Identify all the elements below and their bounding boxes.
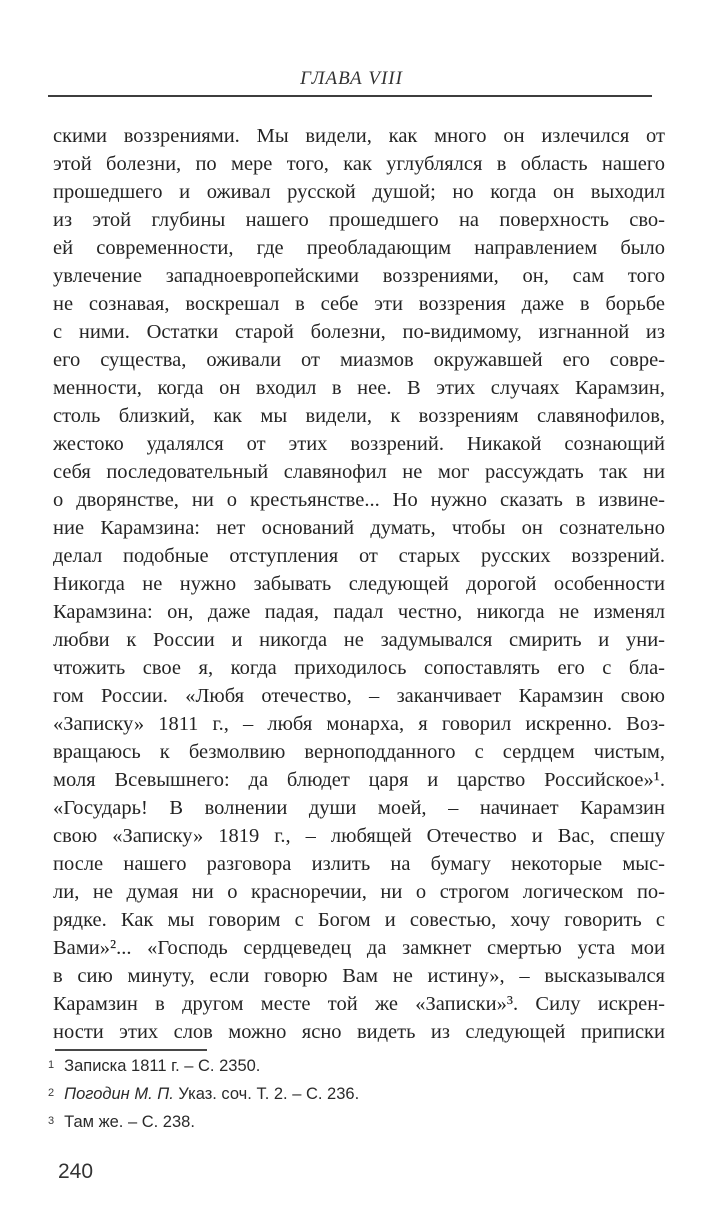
- text-line: Никогда не нужно забывать следующей дорогой особенности: [53, 573, 665, 595]
- text-line: любви к России и никогда не задумывался смирить и уни-: [53, 629, 665, 651]
- text-line: столь близкий, как мы видели, к воззрениям славянофилов,: [53, 405, 665, 427]
- text-line: Карамзин в другом месте той же «Записки»³. Силу искрен-: [53, 993, 665, 1015]
- text-line: в сию минуту, если говорю Вам не истину», – высказывался: [53, 965, 665, 987]
- footnote-marker: 3: [48, 1115, 55, 1127]
- text-line: ли, не думая ни о красноречии, ни о строгом логическом по-: [53, 881, 665, 903]
- footnotes: [48, 1057, 648, 1141]
- text-line: «Государь! В волнении души моей, – начинает Карамзин: [53, 797, 665, 819]
- footnote: [48, 1113, 648, 1132]
- text-line: Вами»²... «Господь сердцеведец да замкнет смертью уста мои: [53, 937, 665, 959]
- text-line: делал подобные отступления от старых русских воззрений.: [53, 545, 665, 567]
- text-line: о дворянстве, ни о крестьянстве... Но нужно сказать в извине-: [53, 489, 665, 511]
- footnote-author: Погодин М. П.: [64, 1085, 179, 1103]
- footnote-marker: 2: [48, 1087, 55, 1099]
- text-line: рядке. Как мы говорим с Богом и совестью, хочу говорить с: [53, 909, 665, 931]
- footnote-divider: [55, 1049, 207, 1051]
- text-line: после нашего разговора излить на бумагу некоторые мыс-: [53, 853, 665, 875]
- text-line: с ними. Остатки старой болезни, по-видимому, изгнанной из: [53, 321, 665, 343]
- text-line: скими воззрениями. Мы видели, как много он излечился от: [53, 125, 665, 147]
- page-number: 240: [58, 1160, 94, 1183]
- text-line: жестоко удалялся от этих воззрений. Никакой сознающий: [53, 433, 665, 455]
- text-line: не сознавая, воскрешал в себе эти воззрения даже в борьбе: [53, 293, 665, 315]
- text-line: вращаюсь к безмолвию верноподданного с сердцем чистым,: [53, 741, 665, 763]
- header-rule-divider: [48, 95, 652, 97]
- footnote: [48, 1057, 648, 1076]
- text-line: ей современности, где преобладающим направлением было: [53, 237, 665, 259]
- text-line: из этой глубины нашего прошедшего на поверхность сво-: [53, 209, 665, 231]
- footnote-text: Указ. соч. Т. 2. – С. 236.: [178, 1085, 360, 1103]
- text-line: ности этих слов можно ясно видеть из следующей приписки: [53, 1021, 665, 1043]
- footnote-text: Там же. – С. 238.: [64, 1113, 195, 1131]
- body-text: [53, 122, 665, 1046]
- text-line: увлечение западноевропейскими воззрениями, он, сам того: [53, 265, 665, 287]
- footnote-marker: 1: [48, 1059, 55, 1071]
- text-line: менности, когда он входил в нее. В этих случаях Карамзин,: [53, 377, 665, 399]
- text-line: «Записку» 1811 г., – любя монарха, я говорил искренно. Воз-: [53, 713, 665, 735]
- text-line: прошедшего и оживал русской душой; но когда он выходил: [53, 181, 665, 203]
- footnote: [48, 1085, 648, 1104]
- text-line: чтожить свое я, когда приходилось сопоставлять его с бла-: [53, 657, 665, 679]
- chapter-running-head: ГЛАВА VIII: [300, 68, 403, 89]
- text-line: ние Карамзина: нет оснований думать, чтобы он сознательно: [53, 517, 665, 539]
- text-line: себя последовательный славянофил не мог рассуждать так ни: [53, 461, 665, 483]
- text-line: свою «Записку» 1819 г., – любящей Отечество и Вас, спешу: [53, 825, 665, 847]
- text-line: моля Всевышнего: да блюдет царя и царство Российское»¹.: [53, 769, 665, 791]
- text-line: его существа, оживали от миазмов окружавшей его совре-: [53, 349, 665, 371]
- text-line: гом России. «Любя отечество, – заканчивает Карамзин свою: [53, 685, 665, 707]
- footnote-text: Записка 1811 г. – С. 2350.: [64, 1057, 261, 1075]
- text-line: этой болезни, по мере того, как углублялся в область нашего: [53, 153, 665, 175]
- text-line: Карамзина: он, даже падая, падал честно, никогда не изменял: [53, 601, 665, 623]
